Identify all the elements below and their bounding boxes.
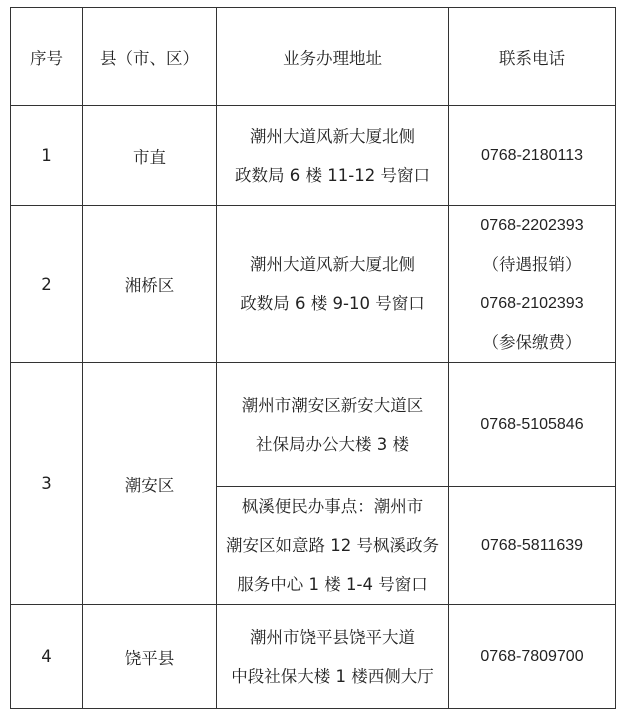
row-address [217,487,449,605]
row-district: 湘桥区 [83,206,217,363]
header-index: 序号 [11,8,83,106]
address-line: 政数局 6 楼 11-12 号窗口 [235,165,430,185]
header-row [11,8,616,106]
row-district: 潮安区 [83,363,217,605]
row-address [217,605,449,709]
office-table [10,7,616,709]
row-district: 饶平县 [83,605,217,709]
phone-number: 0768-5105846 [480,416,584,433]
row-phone [449,206,616,363]
address-line: 中段社保大楼 1 楼西侧大厅 [231,666,434,686]
address-line: 服务中心 1 楼 1-4 号窗口 [237,575,428,594]
row-index: 1 [11,106,83,206]
phone-number: 0768-7809700 [480,648,584,665]
address-line: 潮安区如意路 12 号枫溪政务 [226,536,439,555]
row-district: 市直 [83,106,217,206]
row-address [217,106,449,206]
phone-number: 0768-5811639 [480,537,584,554]
table-row [11,363,616,487]
row-index: 3 [11,363,83,605]
phone-note: （待遇报销） [482,255,582,274]
row-phone [449,106,616,206]
phone-number: 0768-2180113 [480,147,584,164]
header-address: 业务办理地址 [217,8,449,106]
address-line: 社保局办公大楼 3 楼 [256,434,409,454]
table-row [11,605,616,709]
phone-number: 0768-2202393 [480,217,584,234]
address-line: 潮州大道风新大厦北侧 [250,126,415,146]
address-line: 枫溪便民办事点：潮州市 [241,497,424,516]
row-index: 2 [11,206,83,363]
address-line: 潮州市潮安区新安大道区 [241,395,424,415]
address-line: 潮州市饶平县饶平大道 [250,627,415,647]
row-address [217,363,449,487]
row-phone [449,487,616,605]
address-line: 政数局 6 楼 9-10 号窗口 [240,294,425,313]
row-address [217,206,449,363]
row-index: 4 [11,605,83,709]
header-phone: 联系电话 [449,8,616,106]
row-phone [449,605,616,709]
row-phone [449,363,616,487]
address-line: 潮州大道风新大厦北侧 [250,255,415,274]
header-district: 县（市、区） [83,8,217,106]
table-row [11,206,616,363]
phone-number: 0768-2102393 [480,295,584,312]
table-row [11,106,616,206]
phone-note: （参保缴费） [482,333,582,352]
